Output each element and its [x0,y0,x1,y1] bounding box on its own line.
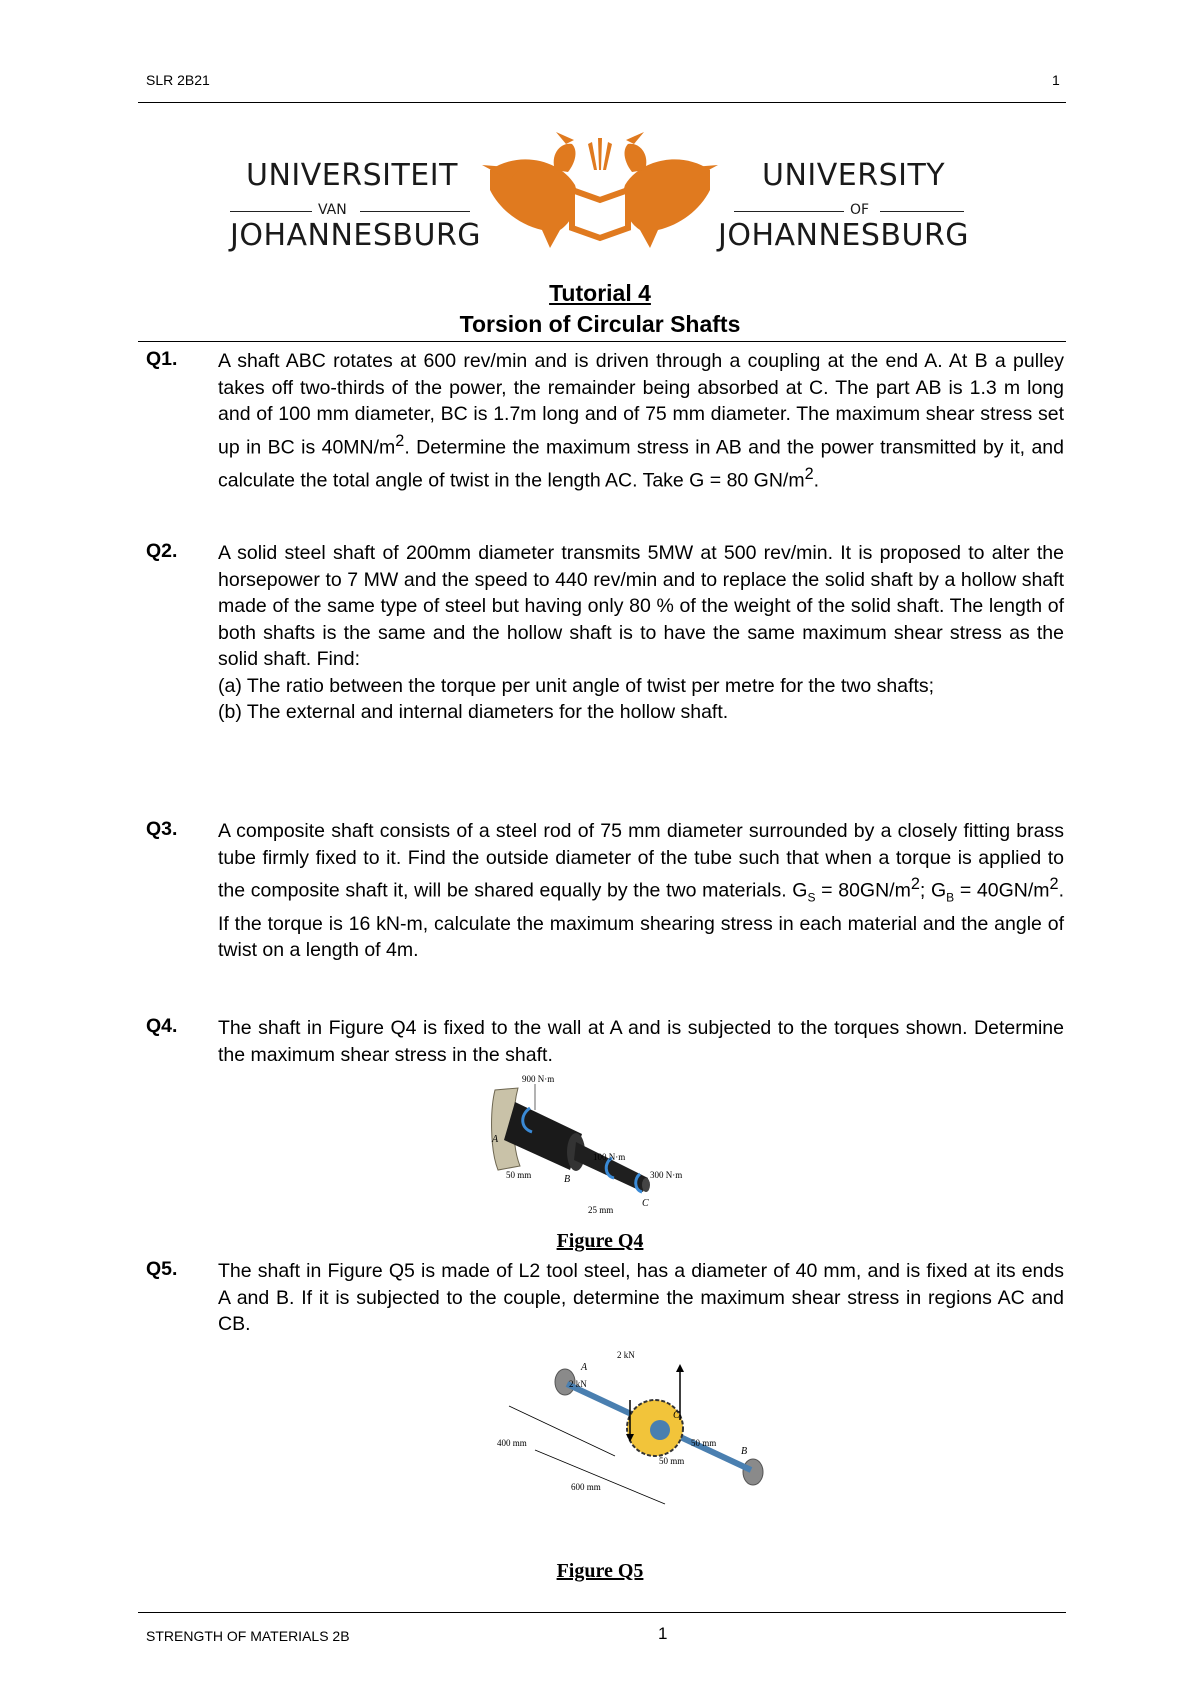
q2-number: Q2. [146,540,178,562]
q5-text: The shaft in Figure Q5 is made of L2 tool steel, has a diameter of 40 mm, and is fixed at its ends A and B. If it is subjected to the couple, determine the maximum shear stress in regions AC and CB. [218,1260,1064,1335]
footer-course: STRENGTH OF MATERIALS 2B [146,1628,350,1644]
q1-text-part1: A shaft ABC rotates at 600 rev/min and is driven through a coupling at the end A. At B a pulley takes off two-thirds of the power, the remainder being absorbed at C. The part AB is 1.3 m long and of 100 mm diameter, BC is 1.7m long and of 75 mm diameter. The maximum shear stress set up in BC is 40MN/m [218,350,1064,458]
q2-part-a: (a) The ratio between the torque per unit angle of twist per metre for the two shafts; [218,674,935,697]
q3-text [218,818,1064,964]
q1-text [218,348,1064,494]
figure-q4-caption: Figure Q4 [556,1230,644,1252]
q3-text-part4: = 40GN/m [954,879,1050,902]
q5-dim-600 [535,1450,665,1504]
q4-label-B: B [564,1174,571,1185]
logo-left-line3: JOHANNESBURG [230,218,482,253]
q5-arrowhead [676,1364,684,1372]
tutorial-title: Tutorial 4 [549,280,651,306]
q2-paragraph: A solid steel shaft of 200mm diameter transmits 5MW at 500 rev/min. It is proposed to alter the horsepower to 7 MW and the speed to 440 rev/min and to replace the solid shaft by a hollow shaft made of the same type of steel but having only 80 % of the weight of the solid shaft. The length of both shafts is the same and the hollow shaft is to have the same maximum shear stress as the solid shaft. Find: [218,542,1064,670]
figure-q5-caption: Figure Q5 [556,1560,644,1582]
q4-label-A: A [492,1134,499,1145]
q1-text-part2: . Determine the maximum stress in AB and the power transmitted by it, and calculate the total angle of twist in the length AC. Take G = 80 GN/m [218,436,1064,491]
q5-label-50mm-b: 50 mm [659,1456,685,1466]
q4-label-50mm: 50 mm [506,1170,532,1180]
logo-rule [734,211,844,212]
q1-sup2: 2 [804,464,814,483]
figure-q5-shaft-diagram [495,1340,775,1505]
q2-text [218,540,1064,726]
q3-sup2: 2 [1049,875,1059,893]
header-rule [138,102,1066,103]
q5-number: Q5. [146,1258,178,1280]
logo-rule [880,211,964,212]
q5-label-force-right: 2 kN [617,1350,635,1360]
q3-sup1: 2 [910,875,920,893]
logo-rule [360,211,470,212]
bird-emblem-icon [480,130,720,250]
q4-label-100: 100 N·m [593,1152,626,1162]
university-logo [0,130,1200,253]
footer-rule [138,1612,1066,1613]
q4-label-25mm: 25 mm [588,1205,614,1215]
q5-gear-hub [650,1420,670,1440]
q5-label-C: C [673,1410,680,1421]
q3-number: Q3. [146,818,178,840]
logo-right-line2: OF [850,202,870,218]
q5-support-B [743,1459,763,1485]
q3-sub1: S [807,890,816,905]
header-page-number: 1 [1052,72,1060,88]
q5-label-A: A [581,1362,588,1373]
q3-text-part5: . If the torque is 16 kN-m, calculate the maximum shearing stress in each material and the angle of twist on a length of 4m. [218,879,1064,962]
q4-text: The shaft in Figure Q4 is fixed to the wall at A and is subjected to the torques shown. Determine the maximum shear stress in the shaft. [218,1017,1064,1066]
logo-left-line2: VAN [318,202,347,218]
q5-label-50mm-a: 50 mm [691,1438,717,1448]
q3-text-part2: = 80GN/m [815,879,911,902]
q1-number: Q1. [146,348,178,370]
q4-shaft-end [642,1178,650,1192]
logo-right-line3: JOHANNESBURG [718,218,970,253]
header-code: SLR 2B21 [146,72,210,88]
q1-text-part3: . [813,469,820,491]
title-rule [138,341,1066,342]
q3-sub2: B [946,890,955,905]
logo-right-line1: UNIVERSITY [762,158,946,193]
q3-text-part3: ; G [919,879,947,902]
q4-label-900: 900 N·m [522,1074,555,1084]
q5-label-600mm: 600 mm [571,1482,601,1492]
q5-label-B: B [741,1446,748,1457]
q5-dim-400 [509,1406,615,1456]
q4-label-300: 300 N·m [650,1170,683,1180]
logo-left-line1: UNIVERSITEIT [246,158,458,193]
q1-sup1: 2 [395,431,405,450]
figure-q4-shaft-diagram [490,1070,730,1225]
q4-number: Q4. [146,1015,178,1037]
logo-rule [230,211,312,212]
q3-text-part1: A composite shaft consists of a steel rod of 75 mm diameter surrounded by a closely fitting brass tube firmly fixed to it. Find the outside diameter of the tube such that when a torque is applied to the composite shaft it, will be shared equally by the two materials. G [218,820,1064,902]
q4-label-C: C [642,1198,649,1209]
q5-label-force-left: 2 kN [569,1379,587,1389]
q5-label-400mm: 400 mm [497,1438,527,1448]
q2-part-b: (b) The external and internal diameters for the hollow shaft. [218,701,729,723]
tutorial-subtitle: Torsion of Circular Shafts [459,311,741,337]
footer-page-number: 1 [658,1624,668,1643]
